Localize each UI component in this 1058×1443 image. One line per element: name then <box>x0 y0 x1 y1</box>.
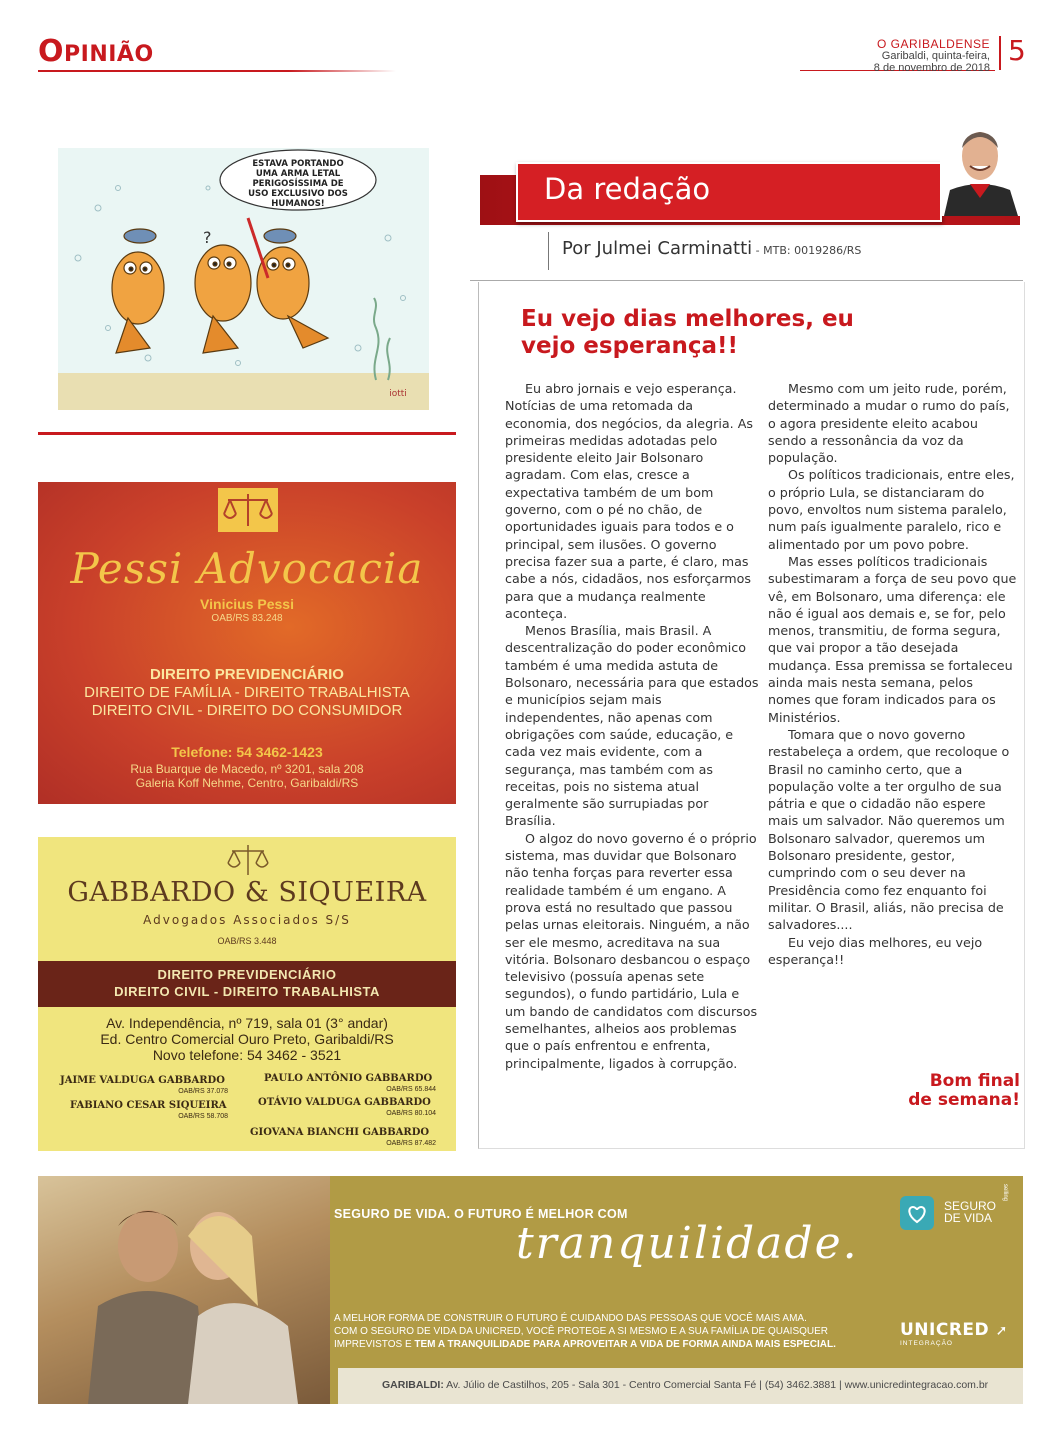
lawyer-oab: OAB/RS 37.078 <box>178 1088 228 1095</box>
ad-pessi-name: Vinicius Pessi <box>200 596 294 612</box>
ad-unicred[interactable] <box>38 1176 1023 1404</box>
byline <box>562 238 861 259</box>
speech-line-1: ESTAVA PORTANDO <box>252 159 344 169</box>
article-paragraph: Eu abro jornais e vejo esperança. Notícias de uma retomada da economia, dos negócios, da alegria. As primeiras medidas adotadas pelo presidente eleito Jair Bolsonaro agradam. Com elas, cresce a expectativa também de um bom governo, com o pé no chão, de oportunidades iguais para todos e o principal, sem ilusões. O governo precisa fazer sua a parte, é claro, mas cabe a nós, cidadãos, nos esforçarmos para que a mudança realmente aconteça. <box>505 381 754 621</box>
lawyer-name: PAULO ANTÔNIO GABBARDO <box>264 1073 433 1084</box>
lawyer-oab: OAB/RS 80.104 <box>386 1110 436 1117</box>
cartoonist-signature: iotti <box>389 389 407 399</box>
couple-photo-icon <box>38 1176 330 1404</box>
body-line-2: COM O SEGURO DE VIDA DA UNICRED, VOCÊ PROTEGE A SI MESMO E A SUA FAMÍLIA DE QUAISQUER <box>334 1326 829 1337</box>
cartoon-drawing <box>58 148 429 410</box>
ad-gabbardo-address <box>38 1015 456 1063</box>
page-number-separator <box>999 36 1001 70</box>
ad-pessi-address-1: Rua Buarque de Macedo, nº 3201, sala 208 <box>130 762 364 776</box>
body-line-1: A MELHOR FORMA DE CONSTRUIR O FUTURO É CUIDANDO DAS PESSOAS QUE VOCÊ MAIS AMA. <box>334 1313 807 1324</box>
ad-gabbardo-subtitle: Advogados Associados S/S <box>143 913 351 927</box>
ad-unicred-address: GARIBALDI: Av. Júlio de Castilhos, 205 - Sala 301 - Centro Comercial Santa Fé | (54) 3462.3881 | www.unicredintegracao.com.br <box>382 1379 989 1391</box>
dateline-line-2: 8 de novembro de 2018 <box>873 62 990 74</box>
scales-of-justice-icon <box>226 843 270 877</box>
lawyer-name: OTÁVIO VALDUGA GABBARDO <box>258 1097 431 1108</box>
ad-pessi-address <box>38 762 456 790</box>
author-registration: - MTB: 0019286/RS <box>752 244 862 257</box>
author-portrait <box>940 112 1020 216</box>
lawyer-name: GIOVANA BIANCHI GABBARDO <box>250 1127 430 1138</box>
ad-pessi-oab: OAB/RS 83.248 <box>211 613 283 624</box>
column-banner-title: Da redação <box>544 172 711 206</box>
lawyer-name: JAIME VALDUGA GABBARDO <box>60 1075 225 1086</box>
closing-line-2: de semana! <box>908 1090 1020 1110</box>
ad-unicred-body <box>334 1312 894 1351</box>
ad-pessi-phone: Telefone: 54 3462-1423 <box>171 744 323 760</box>
heart-icon <box>900 1196 934 1230</box>
ad-pessi-area-2: DIREITO DE FAMÍLIA - DIREITO TRABALHISTA <box>84 684 410 701</box>
speech-line-3: PERIGOSÍSSIMA DE <box>252 179 344 189</box>
section-title: OPINIÃO <box>38 34 154 69</box>
fish-left <box>112 229 164 353</box>
product-line-2: DE VIDA <box>944 1211 993 1225</box>
lawyer-oab: OAB/RS 65.844 <box>386 1086 436 1093</box>
dateline-line-1: Garibaldi, quinta-feira, <box>881 50 990 62</box>
speech-line-5: HUMANOS! <box>271 199 325 209</box>
lawyer-oab: OAB/RS 58.708 <box>178 1113 228 1120</box>
ad-gabbardo-title: GABBARDO & SIQUEIRA <box>67 877 427 908</box>
ad-unicred-script: tranquilidade. <box>516 1218 859 1269</box>
ad-unicred-footer <box>338 1368 1023 1404</box>
ad-gabbardo-areas-band <box>38 961 456 1007</box>
speech-line-2: UMA ARMA LETAL <box>255 169 341 179</box>
article-paragraph: Tomara que o novo governo restabeleça a ordem, que recoloque o Brasil no caminho certo, que a população volte a ter orgulho de sua pátria e que o cidadão não espere mais um salvador. Não queremos um Bolsonaro salvador, queremos um Bolsonaro presidente, gestor, cumprindo com o seu dever na Presidência como fez enquanto foi militar. O Brasil, aliás, não precisa de salvadores.... <box>768 726 1010 933</box>
article-paragraph: Mas esses políticos tradicionais subestimaram a força de seu povo que vê, em Bolsonaro, uma diferença: ele não é igual aos demais e, se for, pelo menos, transmitiu, de forma segura, que vai propor a tão desejada mudança. Essa premissa se fortaleceu ainda mais nesta semana, pelos nomes que foram indicados para os Ministérios. <box>768 553 1017 725</box>
headline-line-1: Eu vejo dias melhores, eu <box>521 306 854 332</box>
article-headline <box>521 306 991 360</box>
ad-pessi-address-2: Galeria Koff Nehme, Centro, Garibaldi/RS <box>135 776 359 790</box>
closing-line-1: Bom final <box>929 1071 1020 1091</box>
page-number: 5 <box>1008 34 1026 67</box>
ad-gabbardo-oab: OAB/RS 3.448 <box>217 936 277 946</box>
article-paragraph: Os políticos tradicionais, entre eles, o próprio Lula, se distanciaram do povo, envoltos num sistema paralelo, num país igualmente paralelo, rico e alimentado por um povo pobre. <box>768 467 1015 552</box>
article-paragraph: O algoz do novo governo é o próprio sistema, mas duvidar que Bolsonaro não tenha forças para reverter essa realidade também é um engano. A prova está no resultado que passou pelas urnas eleitorais. Ninguém, a não ser ele mesmo, acreditava na sua vitória. Bolsonaro desbancou o espaço televisivo (possuía apenas sete segundos), o fundo partidário, Lula e um bando de candidatos com discursos semelhantes, alheios aos problemas que o país enfrentou e enfrenta, principalmente, ligados à corrupção. <box>505 830 758 1071</box>
ad-gabbardo-siqueira[interactable] <box>38 837 456 1151</box>
ad-pessi-area-3: DIREITO CIVIL - DIREITO DO CONSUMIDOR <box>91 702 403 719</box>
author-name: Por Julmei Carminatti <box>562 238 753 259</box>
article-paragraph: Menos Brasília, mais Brasil. A descentralização do poder econômico também é uma medida astuta de Bolsonaro, necessária para que estados e municípios sejam mais independentes, não apenas com obrigações com saúde, educação, e cada vez mais evidente, com a segurança, mas também com as receitas, pois no sistema atual geralmente são surrupiadas por Brasília. <box>505 623 759 829</box>
ad-gabbardo-address-1: Av. Independência, nº 719, sala 01 (3° andar) <box>106 1015 388 1031</box>
ad-unicred-product <box>944 1200 996 1224</box>
speech-line-4: USO EXCLUSIVO DOS <box>248 189 348 199</box>
publication-info <box>874 38 990 74</box>
ad-gabbardo-address-2: Ed. Centro Comercial Ouro Preto, Garibaldi/RS <box>100 1031 394 1047</box>
ad-gabbardo-address-3: Novo telefone: 54 3462 - 3521 <box>152 1047 342 1063</box>
left-column-divider <box>38 432 456 435</box>
product-line-1: SEGURO <box>944 1199 997 1213</box>
ad-pessi-advocacia[interactable] <box>38 482 456 804</box>
article-column-1 <box>505 380 761 1072</box>
ad-pessi-area-1: DIREITO PREVIDENCIÁRIO <box>150 666 344 683</box>
unicred-arrow-icon: ➚ <box>995 1323 1008 1339</box>
unicred-logo: UNICRED ➚ <box>900 1320 1008 1340</box>
body-line-3: IMPREVISTOS E TEM A TRANQUILIDADE PARA APROVEITAR A VIDA DE FORMA AINDA MAIS ESPECIAL. <box>334 1339 836 1350</box>
headline-line-2: vejo esperança!! <box>521 333 739 359</box>
article-column-2 <box>768 380 1018 968</box>
fish-center <box>195 228 251 353</box>
ad-unicred-photo <box>38 1176 330 1404</box>
lawyer-oab: OAB/RS 87.482 <box>386 1140 436 1147</box>
ad-gabbardo-area-1: DIREITO PREVIDENCIÁRIO <box>157 967 337 982</box>
cartoon <box>58 148 429 410</box>
ad-unicred-tagline: SEGURO DE VIDA. O FUTURO É MELHOR COM <box>334 1207 628 1221</box>
author-photo-icon <box>940 112 1020 216</box>
article-paragraph: Mesmo com um jeito rude, porém, determinado a mudar o rumo do país, o agora presidente eleito acabou sendo a ressonância da voz da população. <box>768 381 1010 466</box>
article-paragraph: Eu vejo dias melhores, eu vejo esperança!! <box>768 934 983 967</box>
article-closing <box>870 1072 1020 1110</box>
heart-shield-icon <box>900 1196 934 1230</box>
ad-gabbardo-area-2: DIREITO CIVIL - DIREITO TRABALHISTA <box>114 984 380 999</box>
scales-of-justice-icon <box>218 488 278 532</box>
svg-text:?: ? <box>203 228 212 247</box>
column-banner <box>516 162 942 222</box>
lawyer-name: FABIANO CESAR SIQUEIRA <box>70 1100 227 1111</box>
header-rule <box>38 70 396 72</box>
ad-pessi-title: Pessi Advocacia <box>70 544 424 593</box>
publication-name: O GARIBALDENSE <box>876 37 990 51</box>
unicred-logo-subtitle: INTEGRAÇÃO <box>900 1340 953 1347</box>
ad-unicred-vertical-credit: selling <box>1002 1184 1008 1202</box>
fish-right <box>248 218 328 348</box>
article-top-rule <box>470 280 1023 281</box>
byline-rule <box>548 232 549 270</box>
